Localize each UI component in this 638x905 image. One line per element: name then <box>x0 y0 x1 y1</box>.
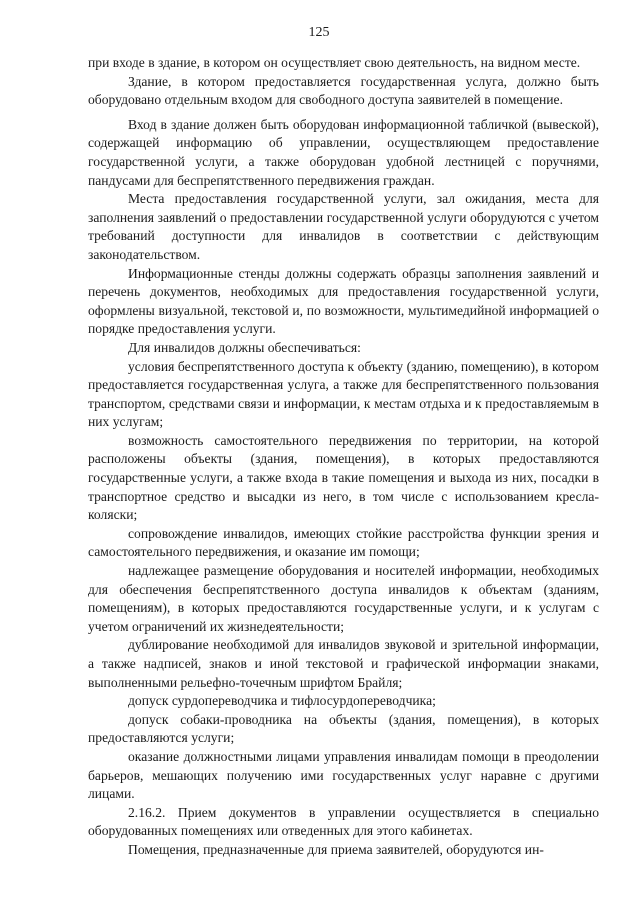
paragraph: Вход в здание должен быть оборудован информационной табличкой (вывеской), содержащей информацию об управлении, осуществляющем предоставление государственной услуги, а также оборудован удобной лестницей с поручнями, пандусами для беспрепятственного передвижения граждан. <box>88 116 599 188</box>
paragraph: надлежащее размещение оборудования и носителей информации, необходимых для обеспечения беспрепятственного доступа инвалидов к объектам (зданиям, помещениям), в которых предоставляются государственные услуги, и к услугам с учетом ограничений их жизнедеятельности; <box>88 563 599 634</box>
paragraph: Для инвалидов должны обеспечиваться: <box>128 339 361 355</box>
paragraph: 2.16.2. Прием документов в управлении осуществляется в специально оборудованных помещениях или отведенных для этого кабинетах. <box>88 804 599 839</box>
paragraph: дублирование необходимой для инвалидов звуковой и зрительной информации, а также надписей, знаков и иной текстовой и графической информации знаками, выполненными рельефно-точечным шрифтом Брайля; <box>88 637 599 690</box>
paragraph: допуск собаки-проводника на объекты (здания, помещения), в которых предоставляются услуги; <box>88 711 599 746</box>
document-body <box>88 54 599 860</box>
paragraph: Места предоставления государственной услуги, зал ожидания, места для заполнения заявлений о предоставлении государственной услуги оборудуются с учетом требований доступности для инвалидов в соответствии с действующим законодательством. <box>88 191 599 262</box>
paragraph: сопровождение инвалидов, имеющих стойкие расстройства функции зрения и самостоятельного передвижения, и оказание им помощи; <box>88 525 599 560</box>
paragraph: при входе в здание, в котором он осуществляет свою деятельность, на видном месте. <box>88 55 581 70</box>
page-number: 125 <box>308 25 330 40</box>
paragraph: допуск сурдопереводчика и тифлосурдопереводчика; <box>128 693 436 709</box>
paragraph: Информационные стенды должны содержать образцы заполнения заявлений и перечень документов, необходимых для предоставления государственной услуги, оформлены визуальной, текстовой и, по возможности, мультимедийной информацией о порядке предоставления услуги. <box>88 265 599 337</box>
paragraph: условия беспрепятственного доступа к объекту (зданию, помещению), в котором предоставляется государственная услуга, а также для беспрепятственного пользования транспортом, средствами связи и информации, к местам отдыха и к предоставляемым в них услугам; <box>88 358 599 430</box>
paragraph: оказание должностными лицами управления инвалидам помощи в преодолении барьеров, мешающих получению ими государственных услуг наравне с другими лицами. <box>88 748 599 802</box>
paragraph: Здание, в котором предоставляется государственная услуга, должно быть оборудовано отдельным входом для свободного доступа заявителей в помещение. <box>88 73 599 108</box>
paragraph: возможность самостоятельного передвижения по территории, на которой расположены объекты (здания, помещения), в которых предоставляются государственные услуги, а также входа в такие помещения и выхода из них, посадки в транспортное средство и высадки из него, в том числе с использованием кресла-коляски; <box>88 432 599 523</box>
paragraph: Помещения, предназначенные для приема заявителей, оборудуются ин- <box>128 841 544 857</box>
